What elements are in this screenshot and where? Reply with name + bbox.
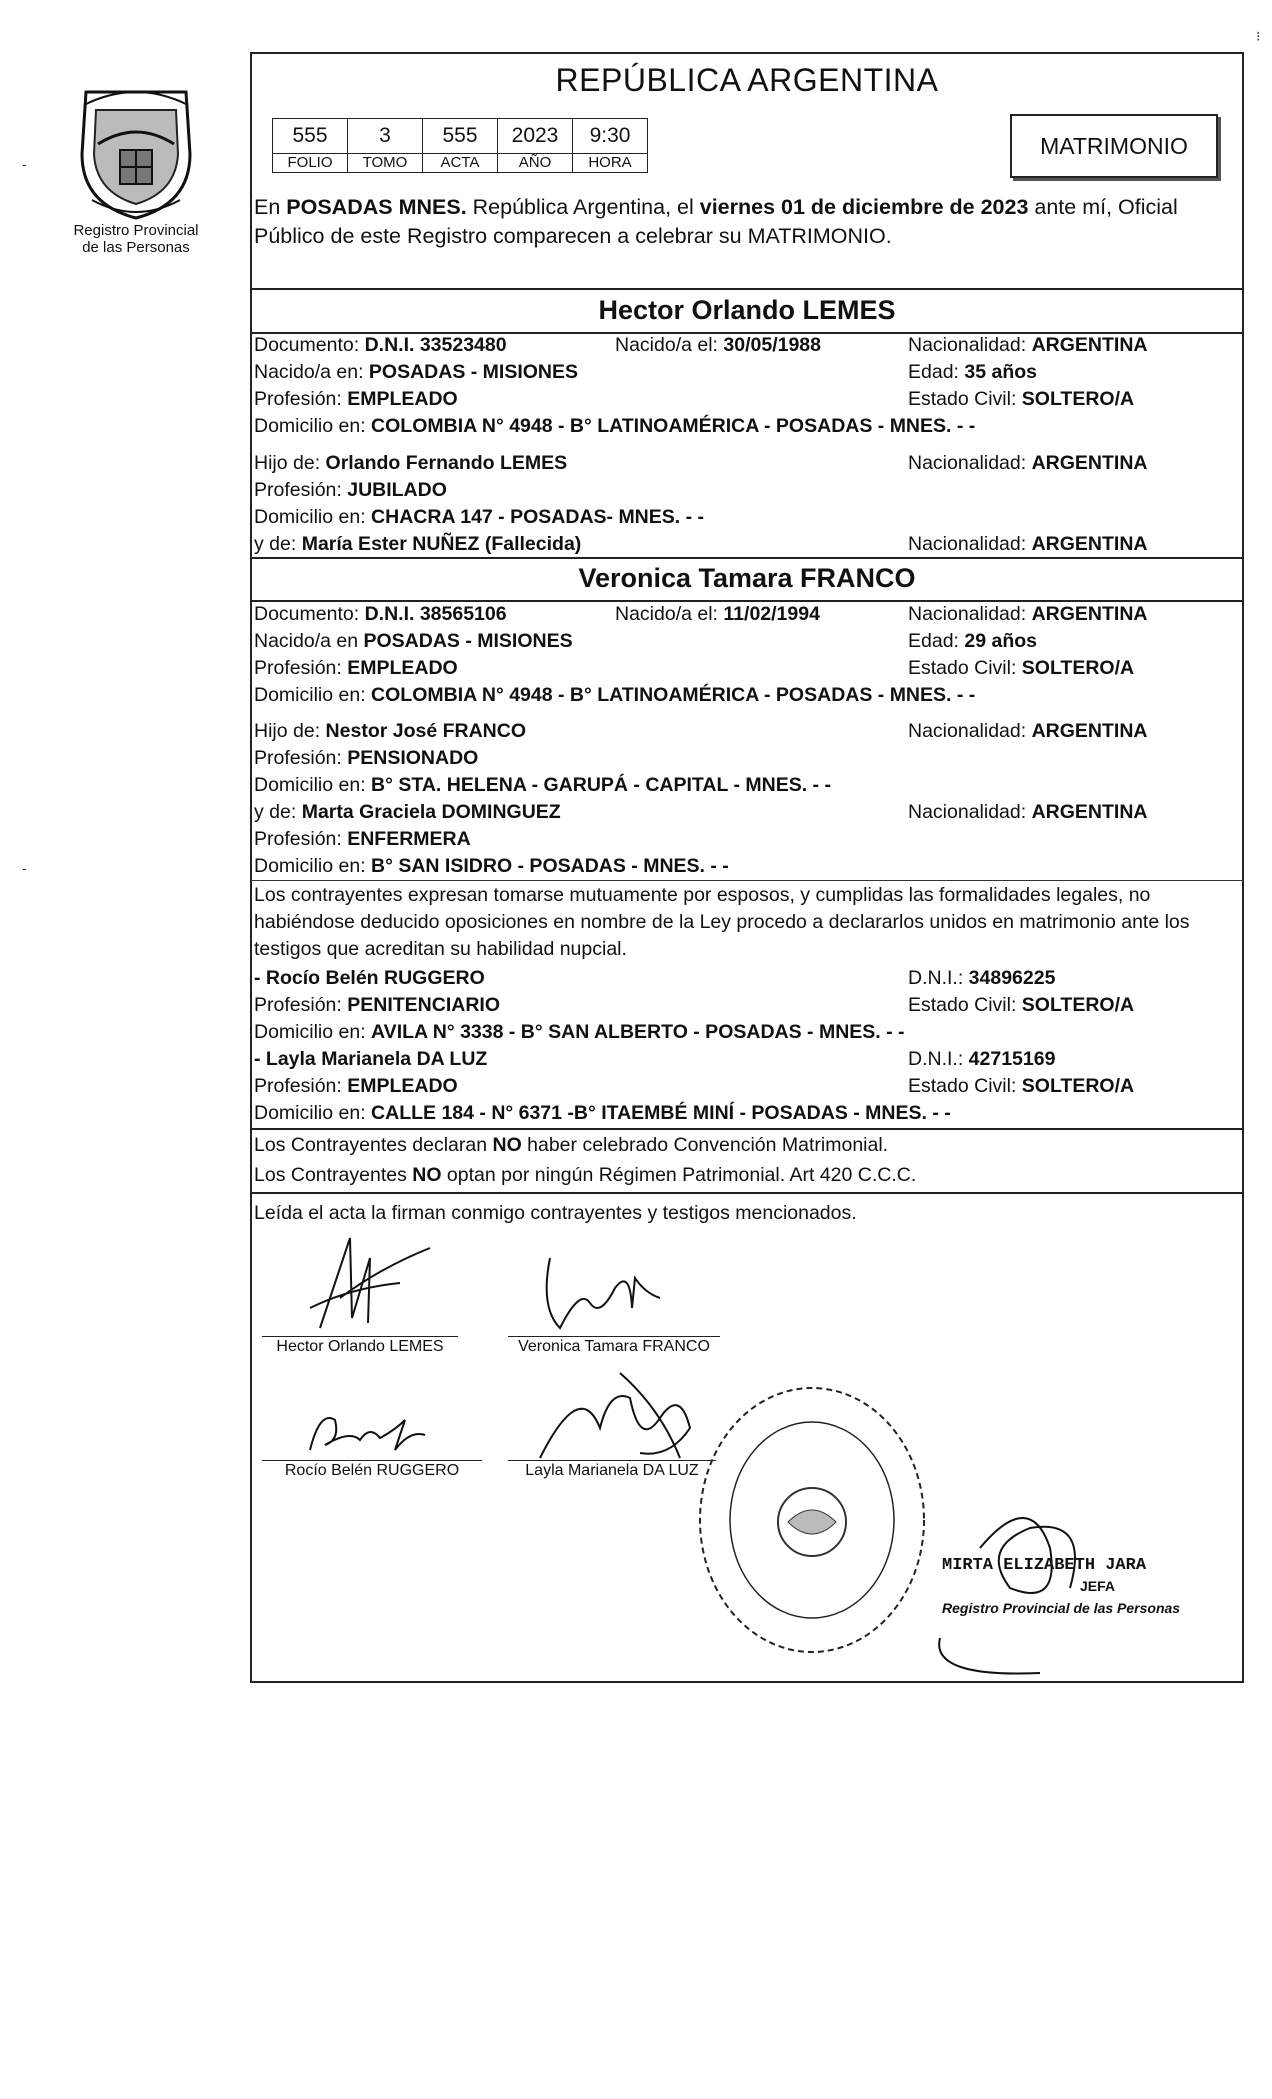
margin-mark: -	[22, 860, 27, 876]
bride-father: Nestor José FRANCO	[325, 720, 527, 742]
label: Profesión:	[254, 994, 348, 1016]
label: Nacido/a el:	[615, 603, 724, 625]
label: Profesión:	[254, 388, 348, 410]
record-type-box	[1010, 114, 1218, 178]
divider	[251, 600, 1243, 602]
groom-civil-value: SOLTERO/A	[1021, 388, 1135, 410]
witness1-profession: PENITENCIARIO	[347, 994, 500, 1016]
label: Domicilio en:	[254, 1021, 372, 1043]
intro-date: viernes 01 de diciembre de 2023	[699, 195, 1029, 219]
groom-profession: EMPLEADO	[347, 388, 458, 410]
bride-nationality-value: ARGENTINA	[1031, 603, 1148, 625]
bride-mother-addr: B° SAN ISIDRO - POSADAS - MNES. - -	[371, 855, 729, 877]
witness2-civil-value: SOLTERO/A	[1021, 1075, 1135, 1097]
witness2-civil	[908, 1075, 1134, 1098]
registry-caption-line1: Registro Provincial	[73, 222, 199, 239]
label: Estado Civil:	[908, 1075, 1022, 1097]
witness1-address: AVILA N° 3338 - B° SAN ALBERTO - POSADAS - MNES. - -	[371, 1021, 905, 1043]
witness1-civil-value: SOLTERO/A	[1021, 994, 1135, 1016]
registry-logo	[72, 84, 200, 222]
groom-mother-nat	[908, 533, 1148, 556]
label: Domicilio en:	[254, 684, 372, 706]
year-value: 2023	[498, 119, 573, 154]
groom-born-in-row	[254, 361, 1240, 384]
convention-text: Los Contrayentes declaran	[254, 1134, 493, 1156]
bride-address-row	[254, 684, 1240, 707]
official-name: MIRTA ELIZABETH JARA	[942, 1556, 1147, 1575]
label: Profesión:	[254, 747, 348, 769]
groom-born-on	[615, 334, 821, 357]
bride-signature	[520, 1248, 680, 1338]
acta-value: 555	[423, 119, 498, 154]
bride-civil	[908, 657, 1134, 680]
divider	[251, 557, 1243, 559]
label: Estado Civil:	[908, 388, 1022, 410]
label: Profesión:	[254, 1075, 348, 1097]
label: Documento:	[254, 603, 365, 625]
groom-signature-label: Hector Orlando LEMES	[276, 1338, 444, 1355]
folio-label: FOLIO	[273, 154, 348, 173]
bride-born-in: POSADAS - MISIONES	[363, 630, 573, 652]
groom-doc: D.N.I. 33523480	[364, 334, 507, 356]
label: Profesión:	[254, 657, 348, 679]
label: Hijo de:	[254, 452, 326, 474]
label: Estado Civil:	[908, 994, 1022, 1016]
witness2-dni-value: 42715169	[968, 1048, 1056, 1070]
groom-mother-nat-value: ARGENTINA	[1031, 533, 1148, 555]
regime-no: NO	[412, 1164, 442, 1186]
label: Domicilio en:	[254, 415, 372, 437]
tomo-value: 3	[348, 119, 423, 154]
folio-value: 555	[273, 119, 348, 154]
label: Nacido/a el:	[615, 334, 724, 356]
page-title: REPÚBLICA ARGENTINA	[555, 62, 939, 98]
label: Hijo de:	[254, 720, 326, 742]
bride-mother-addr-row	[254, 855, 1240, 878]
label: Domicilio en:	[254, 506, 372, 528]
label: Edad:	[908, 630, 965, 652]
groom-father-prof: JUBILADO	[347, 479, 447, 501]
closing-text: Leída el acta la firman conmigo contrayentes y testigos mencionados.	[254, 1202, 857, 1224]
convention-text: Los Contrayentes	[254, 1164, 413, 1186]
registry-caption	[44, 222, 228, 256]
label: Nacionalidad:	[908, 452, 1032, 474]
label: Nacionalidad:	[908, 334, 1032, 356]
witness2-dni	[908, 1048, 1055, 1071]
bride-father-nat	[908, 720, 1148, 743]
bride-mother-prof: ENFERMERA	[347, 828, 471, 850]
bride-father-prof: PENSIONADO	[347, 747, 479, 769]
bride-doc: D.N.I. 38565106	[364, 603, 507, 625]
bride-mother-prof-row	[254, 828, 1240, 851]
label: Domicilio en:	[254, 1102, 372, 1124]
witness2-address: CALLE 184 - N° 6371 -B° ITAEMBÉ MINÍ - POSADAS - MNES. - -	[371, 1102, 951, 1124]
divider	[251, 880, 1243, 881]
label: Profesión:	[254, 479, 348, 501]
label: Estado Civil:	[908, 657, 1022, 679]
official-registry: Registro Provincial de las Personas	[942, 1600, 1181, 1616]
margin-mark: ⁝	[1256, 28, 1261, 44]
groom-born-in: POSADAS - MISIONES	[368, 361, 579, 383]
convention-line-2	[254, 1164, 1240, 1187]
acta-label: ACTA	[423, 154, 498, 173]
witness2-name-row	[254, 1048, 1240, 1071]
declaration-text: Los contrayentes expresan tomarse mutuamente por esposos, y cumplidas las formalidades legales, no habiéndose deducido oposiciones en nombre de la Ley procedo a declararlos unidos en matrimonio ante los testigos que acreditan su habilidad nupcial.	[254, 884, 1190, 960]
groom-mother: María Ester NUÑEZ (Fallecida)	[301, 533, 582, 555]
witness1-dni-value: 34896225	[968, 967, 1056, 989]
label: Nacido/a en	[254, 630, 364, 652]
bride-father-addr-row	[254, 774, 1240, 797]
intro-city: POSADAS MNES.	[286, 195, 467, 219]
label: Nacionalidad:	[908, 533, 1032, 555]
bride-born-on	[615, 603, 820, 626]
convention-text: haber celebrado Convención Matrimonial.	[521, 1134, 889, 1156]
hour-label: HORA	[573, 154, 648, 173]
witness1-name: - Rocío Belén RUGGERO	[254, 967, 485, 989]
official-role: JEFA	[1080, 1578, 1116, 1594]
bride-mother-nat	[908, 801, 1148, 824]
signature-line	[508, 1460, 716, 1461]
label: Nacido/a en:	[254, 361, 369, 383]
witness1-signature-label: Rocío Belén RUGGERO	[284, 1462, 460, 1479]
bride-mother: Marta Graciela DOMINGUEZ	[301, 801, 561, 823]
bride-mother-nat-value: ARGENTINA	[1031, 801, 1148, 823]
bride-signature-label: Veronica Tamara FRANCO	[518, 1338, 710, 1355]
witness2-name: - Layla Marianela DA LUZ	[254, 1048, 488, 1070]
bride-civil-value: SOLTERO/A	[1021, 657, 1135, 679]
groom-father-addr: CHACRA 147 - POSADAS- MNES. - -	[371, 506, 705, 528]
label: D.N.I.:	[908, 1048, 969, 1070]
groom-born-on-value: 30/05/1988	[723, 334, 822, 356]
divider	[251, 1192, 1243, 1194]
convention-text: optan por ningún Régimen Patrimonial. Art 420 C.C.C.	[441, 1164, 917, 1186]
groom-father-nat-value: ARGENTINA	[1031, 452, 1148, 474]
hour-value: 9:30	[573, 119, 648, 154]
groom-signature	[280, 1228, 450, 1338]
bride-father-addr: B° STA. HELENA - GARUPÁ - CAPITAL - MNES. - -	[371, 774, 831, 796]
convention-line-1	[254, 1134, 1240, 1157]
label: Nacionalidad:	[908, 720, 1032, 742]
label: Edad:	[908, 361, 965, 383]
intro-text: En	[254, 195, 287, 219]
groom-age-value: 35 años	[964, 361, 1038, 383]
groom-father-prof-row	[254, 479, 1240, 502]
witness1-civil	[908, 994, 1134, 1017]
groom-nationality	[908, 334, 1148, 357]
bride-address: COLOMBIA N° 4948 - B° LATINOAMÉRICA - POSADAS - MNES. - -	[371, 684, 976, 706]
witness2-signature-label: Layla Marianela DA LUZ	[525, 1462, 699, 1479]
margin-mark: -	[22, 156, 27, 172]
signature-line	[508, 1336, 720, 1337]
intro-text: ante mí, Oficial Público de este Registro comparecen a celebrar su MATRIMONIO.	[254, 195, 1178, 248]
registry-caption-line2: de las Personas	[82, 239, 190, 256]
witness2-signature	[520, 1368, 720, 1468]
intro-text: República Argentina, el	[466, 195, 700, 219]
divider	[251, 1128, 1243, 1130]
year-label: AÑO	[498, 154, 573, 173]
reference-table	[272, 118, 648, 173]
official-signature	[920, 1488, 1160, 1678]
bride-born-on-value: 11/02/1994	[723, 603, 820, 625]
registry-seal	[692, 1380, 932, 1660]
bride-nationality	[908, 603, 1148, 626]
label: Domicilio en:	[254, 855, 372, 877]
label: Domicilio en:	[254, 774, 372, 796]
groom-father-addr-row	[254, 506, 1240, 529]
label: Profesión:	[254, 828, 348, 850]
label: Nacionalidad:	[908, 801, 1032, 823]
tomo-label: TOMO	[348, 154, 423, 173]
intro-paragraph	[254, 193, 1242, 251]
witness1-signature	[300, 1400, 430, 1460]
bride-born-in-row	[254, 630, 1240, 653]
signature-line	[262, 1460, 482, 1461]
label: y de:	[254, 801, 302, 823]
witness2-address-row	[254, 1102, 1240, 1125]
groom-father-nat	[908, 452, 1148, 475]
groom-name: Hector Orlando LEMES	[598, 295, 896, 325]
bride-age-value: 29 años	[964, 630, 1038, 652]
label: D.N.I.:	[908, 967, 969, 989]
convention-no: NO	[492, 1134, 522, 1156]
divider	[251, 288, 1243, 290]
label: Documento:	[254, 334, 365, 356]
groom-age	[908, 361, 1037, 384]
bride-father-nat-value: ARGENTINA	[1031, 720, 1148, 742]
bride-name: Veronica Tamara FRANCO	[578, 563, 916, 593]
bride-profession: EMPLEADO	[347, 657, 458, 679]
groom-address: COLOMBIA N° 4948 - B° LATINOAMÉRICA - POSADAS - MNES. - -	[371, 415, 976, 437]
witness1-name-row	[254, 967, 1240, 990]
groom-address-row	[254, 415, 1240, 438]
groom-nationality-value: ARGENTINA	[1031, 334, 1148, 356]
witness1-dni	[908, 967, 1055, 990]
groom-civil	[908, 388, 1134, 411]
signature-line	[262, 1336, 458, 1337]
witness1-address-row	[254, 1021, 1240, 1044]
label: Nacionalidad:	[908, 603, 1032, 625]
witness2-profession: EMPLEADO	[347, 1075, 458, 1097]
record-type: MATRIMONIO	[1040, 132, 1188, 159]
bride-father-prof-row	[254, 747, 1240, 770]
groom-father: Orlando Fernando LEMES	[325, 452, 568, 474]
bride-age	[908, 630, 1037, 653]
label: y de:	[254, 533, 302, 555]
